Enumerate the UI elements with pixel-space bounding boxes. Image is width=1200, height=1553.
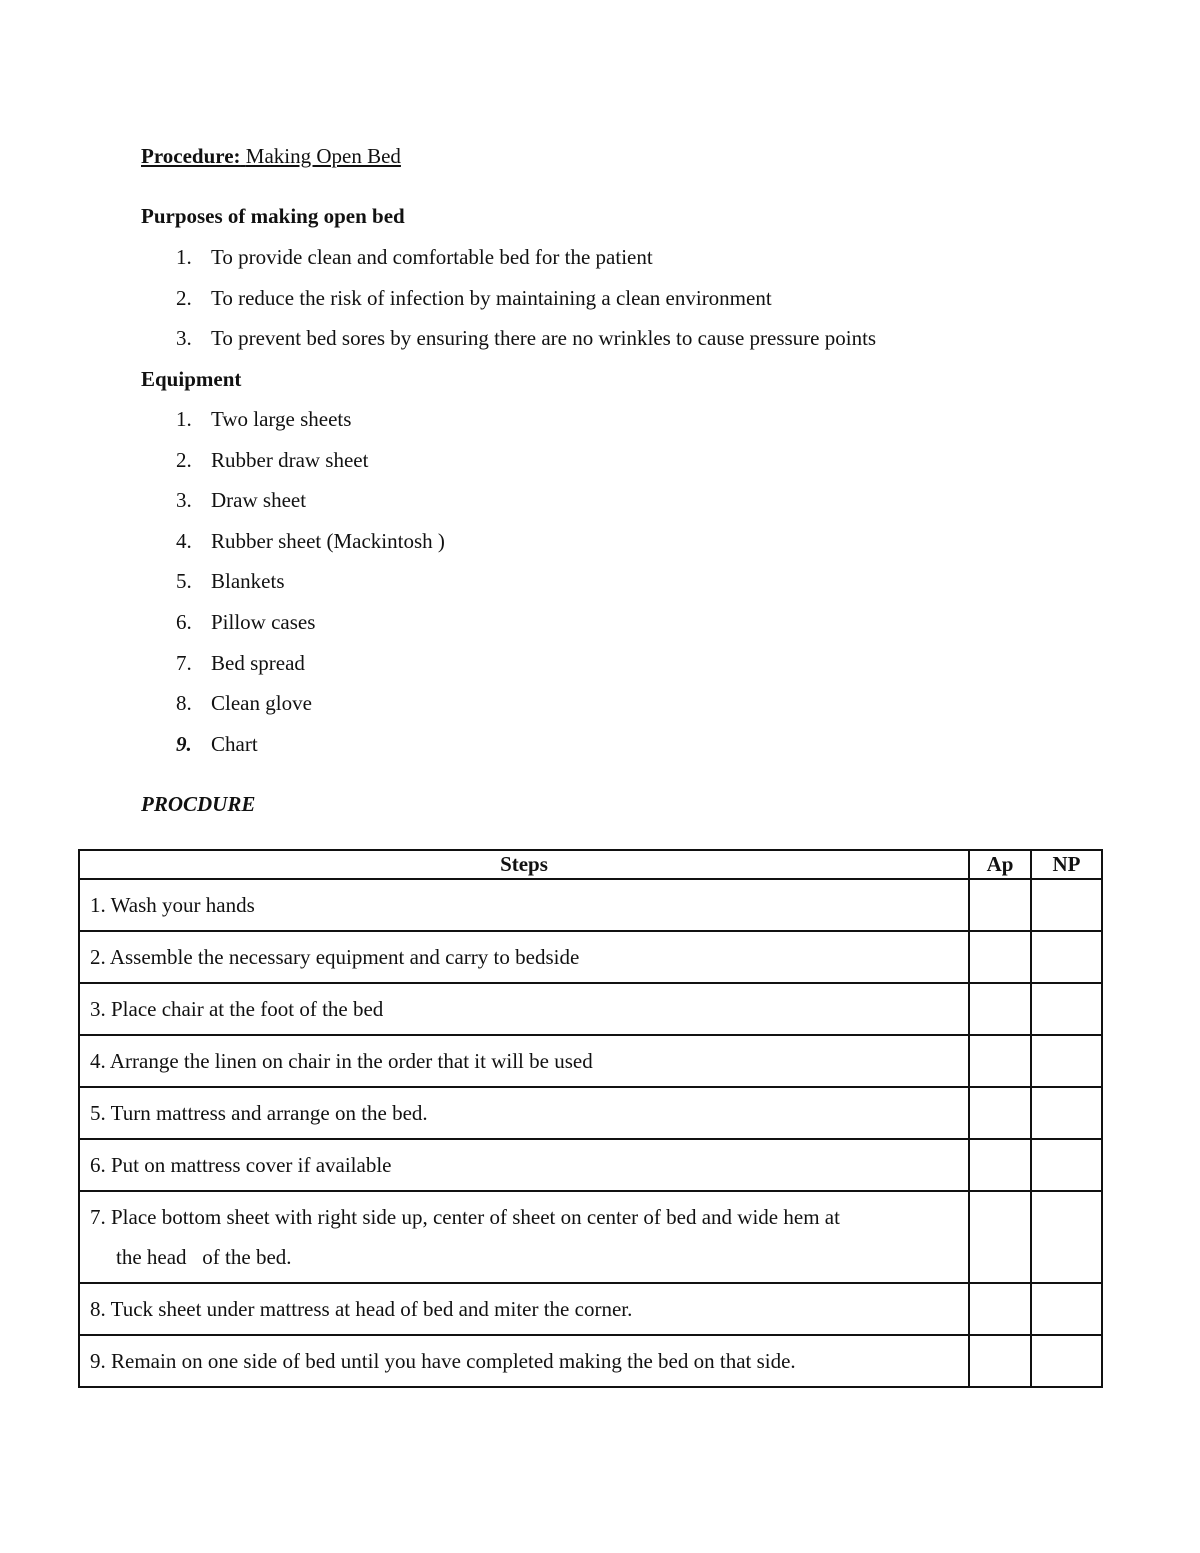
list-item-number: 4.: [176, 528, 192, 553]
title-value: Making Open Bed: [245, 144, 401, 168]
ap-cell[interactable]: [969, 879, 1031, 931]
page-title: [141, 144, 401, 169]
step-text: 9. Remain on one side of bed until you have completed making the bed on that side.: [79, 1335, 969, 1387]
step-text: 3. Place chair at the foot of the bed: [79, 983, 969, 1035]
list-item: [176, 326, 876, 367]
step-text: 1. Wash your hands: [79, 879, 969, 931]
table-row: [79, 1335, 1102, 1387]
list-item-text: To reduce the risk of infection by maintaining a clean environment: [211, 285, 772, 310]
np-cell[interactable]: [1031, 1191, 1102, 1283]
np-cell[interactable]: [1031, 1283, 1102, 1335]
column-header-ap: Ap: [969, 850, 1031, 879]
list-item-number: 6.: [176, 609, 192, 634]
list-item-number: 1.: [176, 245, 192, 269]
list-item: [176, 529, 445, 570]
ap-cell[interactable]: [969, 983, 1031, 1035]
list-item: [176, 245, 876, 286]
equipment-list: [176, 407, 445, 772]
list-item: [176, 407, 445, 448]
list-item-number: 3.: [176, 326, 192, 351]
np-cell[interactable]: [1031, 983, 1102, 1035]
table-row: [79, 931, 1102, 983]
list-item-text: Bed spread: [211, 650, 305, 675]
column-header-np: NP: [1031, 850, 1102, 879]
np-cell[interactable]: [1031, 931, 1102, 983]
list-item-text: Chart: [211, 731, 258, 756]
step-text: 4. Arrange the linen on chair in the order that it will be used: [79, 1035, 969, 1087]
procedure-heading: PROCDURE: [141, 792, 256, 816]
list-item: [176, 610, 445, 651]
table-row: [79, 1191, 1102, 1283]
step-text-continued: the head of the bed.: [116, 1245, 292, 1269]
table-row: [79, 1283, 1102, 1335]
np-cell[interactable]: [1031, 1335, 1102, 1387]
step-text: 7. Place bottom sheet with right side up, center of sheet on center of bed and wide hem at: [90, 1205, 840, 1229]
list-item-number: 1.: [176, 407, 192, 431]
ap-cell[interactable]: [969, 1139, 1031, 1191]
table-row: [79, 1139, 1102, 1191]
np-cell[interactable]: [1031, 1035, 1102, 1087]
list-item-number: 5.: [176, 569, 192, 594]
step-text: 8. Tuck sheet under mattress at head of bed and miter the corner.: [79, 1283, 969, 1335]
step-text: 2. Assemble the necessary equipment and carry to bedside: [79, 931, 969, 983]
list-item-number: 2.: [176, 447, 192, 472]
list-item: [176, 569, 445, 610]
list-item-text: Two large sheets: [211, 407, 352, 431]
title-label: Procedure:: [141, 144, 241, 168]
list-item: [176, 651, 445, 692]
table-header-row: [79, 850, 1102, 879]
step-text: 5. Turn mattress and arrange on the bed.: [79, 1087, 969, 1139]
list-item-number: 8.: [176, 691, 192, 716]
ap-cell[interactable]: [969, 1283, 1031, 1335]
list-item: [176, 488, 445, 529]
list-item-number: 7.: [176, 650, 192, 675]
ap-cell[interactable]: [969, 931, 1031, 983]
ap-cell[interactable]: [969, 1191, 1031, 1283]
ap-cell[interactable]: [969, 1035, 1031, 1087]
list-item-number: 9.: [176, 731, 192, 756]
np-cell[interactable]: [1031, 1139, 1102, 1191]
table-row: [79, 983, 1102, 1035]
purposes-heading: Purposes of making open bed: [141, 204, 405, 228]
np-cell[interactable]: [1031, 879, 1102, 931]
list-item-number: 2.: [176, 285, 192, 310]
list-item: [176, 448, 445, 489]
step-text: 6. Put on mattress cover if available: [79, 1139, 969, 1191]
step-cell-multiline: [79, 1191, 969, 1283]
list-item-text: Blankets: [211, 569, 285, 594]
list-item-text: To provide clean and comfortable bed for the patient: [211, 245, 653, 269]
list-item-number: 3.: [176, 488, 192, 513]
list-item-text: Clean glove: [211, 691, 312, 716]
column-header-steps: Steps: [79, 850, 969, 879]
list-item-text: Rubber draw sheet: [211, 447, 369, 472]
ap-cell[interactable]: [969, 1087, 1031, 1139]
table-row: [79, 1087, 1102, 1139]
list-item: [176, 286, 876, 327]
table-row: [79, 1035, 1102, 1087]
list-item-text: To prevent bed sores by ensuring there are no wrinkles to cause pressure points: [211, 326, 877, 351]
table-row: [79, 879, 1102, 931]
list-item-text: Draw sheet: [211, 488, 307, 513]
list-item-text: Rubber sheet (Mackintosh ): [211, 528, 445, 553]
equipment-heading: Equipment: [141, 367, 242, 391]
list-item: [176, 732, 445, 773]
list-item: [176, 691, 445, 732]
steps-table: [78, 849, 1103, 1388]
np-cell[interactable]: [1031, 1087, 1102, 1139]
list-item-text: Pillow cases: [211, 609, 316, 634]
ap-cell[interactable]: [969, 1335, 1031, 1387]
purposes-list: [176, 245, 876, 367]
